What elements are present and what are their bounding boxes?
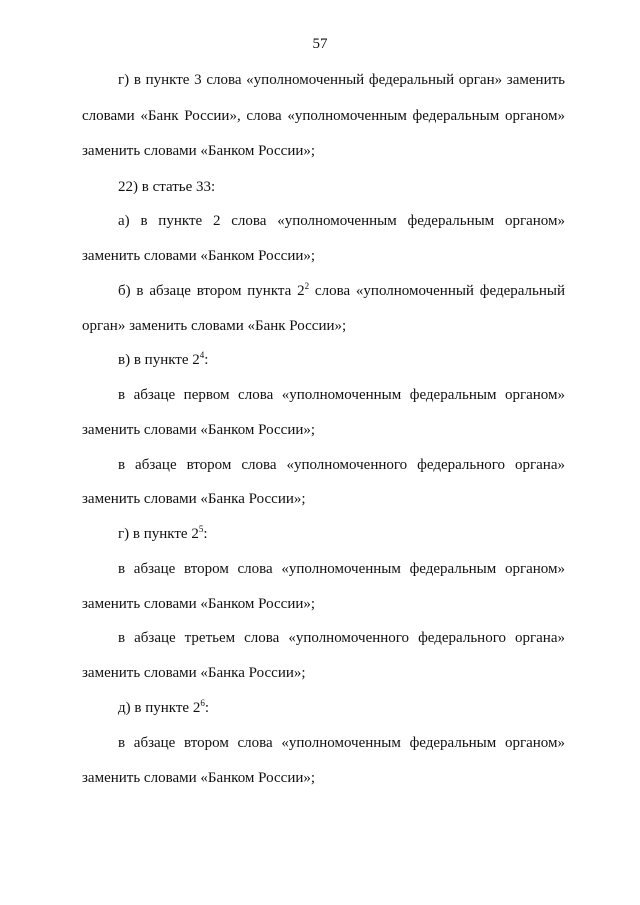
text-line-with-superscript [118, 350, 565, 370]
text-line: заменить словами «Банком России»; [82, 770, 316, 786]
page-number: 57 [312, 36, 328, 52]
text-line: в абзаце первом слова «уполномоченным федеральным органом» [118, 387, 565, 403]
text-fragment: : [204, 700, 209, 716]
text-line: заменить словами «Банка России»; [82, 491, 306, 507]
text-line-with-superscript [118, 698, 565, 718]
text-line: заменить словами «Банком России»; [82, 596, 316, 612]
text-line: заменить словами «Банка России»; [82, 665, 306, 681]
superscript: 2 [304, 281, 310, 291]
text-line: заменить словами «Банком России»; [82, 143, 316, 159]
text-line: г) в пункте 3 слова «уполномоченный федеральный орган» заменить [118, 72, 565, 88]
text-line: в абзаце третьем слова «уполномоченного федерального органа» [118, 630, 565, 646]
superscript: 4 [199, 350, 205, 360]
text-line: словами «Банк России», слова «уполномоченным федеральным органом» [82, 108, 565, 124]
text-fragment: б) в абзаце втором пункта 2 [118, 283, 305, 299]
text-line: 22) в статье 33: [118, 179, 216, 195]
superscript: 5 [198, 524, 204, 534]
text-fragment: в) в пункте 2 [118, 352, 200, 368]
text-line: в абзаце втором слова «уполномоченным федеральным органом» [118, 735, 565, 751]
text-fragment: слова «уполномоченный федеральный [309, 283, 565, 299]
text-line: а) в пункте 2 слова «уполномоченным федеральным органом» [118, 213, 565, 229]
text-line: орган» заменить словами «Банк России»; [82, 318, 347, 334]
text-fragment: д) в пункте 2 [118, 700, 201, 716]
text-fragment: г) в пункте 2 [118, 526, 199, 542]
text-line-with-superscript [118, 524, 565, 544]
text-line: в абзаце втором слова «уполномоченного федерального органа» [118, 457, 565, 473]
text-line-with-superscript [118, 281, 565, 301]
text-line: заменить словами «Банком России»; [82, 248, 316, 264]
text-line: заменить словами «Банком России»; [82, 422, 316, 438]
text-line: в абзаце втором слова «уполномоченным федеральным органом» [118, 561, 565, 577]
text-fragment: : [204, 352, 209, 368]
text-fragment: : [203, 526, 208, 542]
superscript: 6 [200, 698, 205, 708]
